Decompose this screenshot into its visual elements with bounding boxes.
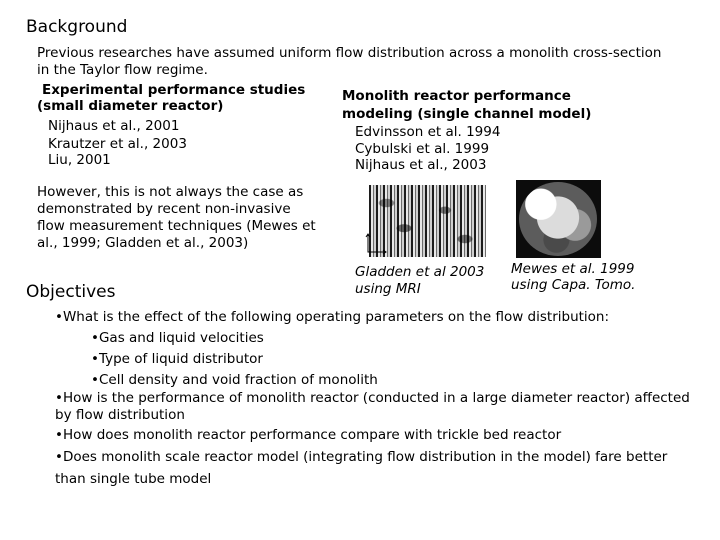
background-title: Background — [26, 17, 128, 37]
objective-item: •Cell density and void fraction of monolith — [91, 372, 378, 388]
objective-item: •Gas and liquid velocities — [91, 330, 264, 346]
modeling-heading: Monolith reactor performance — [342, 88, 571, 104]
objective-item: •How does monolith reactor performance compare with trickle bed reactor — [55, 427, 562, 443]
mri-axis-graphic — [364, 232, 388, 256]
objective-item: •How is the performance of monolith reactor (conducted in a large diameter reactor) affected by flow distribution — [55, 390, 690, 423]
intro-text: Previous researches have assumed uniform flow distribution across a monolith cross-section in the Taylor flow regime. — [37, 45, 662, 78]
tomo-caption: using Capa. Tomo. — [511, 277, 636, 293]
modeling-subheading: modeling (single channel model) — [342, 106, 592, 122]
modeling-ref: Cybulski et al. 1999 — [355, 141, 490, 157]
exp-ref: Liu, 2001 — [48, 152, 111, 168]
objective-item: •Type of liquid distributor — [91, 351, 263, 367]
modeling-ref: Edvinsson et al. 1994 — [355, 124, 501, 140]
tomo-caption: Mewes et al. 1999 — [511, 261, 635, 277]
objective-item: •What is the effect of the following operating parameters on the flow distribution: — [55, 309, 610, 325]
exp-ref: Nijhaus et al., 2001 — [48, 118, 180, 134]
mri-caption: Gladden et al 2003 — [355, 264, 485, 280]
exp-studies-heading: Experimental performance studies — [42, 82, 306, 98]
objective-item: •Does monolith scale reactor model (integrating flow distribution in the model) fare better than single tube model — [55, 449, 668, 487]
tomography-image — [516, 180, 601, 258]
mri-caption: using MRI — [355, 281, 421, 297]
however-text: However, this is not always the case as demonstrated by recent non-invasive flow measurement techniques (Mewes et al., 1999; Gladden et al., 2003) — [37, 184, 316, 251]
exp-ref: Krautzer et al., 2003 — [48, 136, 187, 152]
objectives-title: Objectives — [26, 282, 116, 302]
modeling-ref: Nijhaus et al., 2003 — [355, 157, 487, 173]
exp-studies-subheading: (small diameter reactor) — [37, 98, 224, 114]
